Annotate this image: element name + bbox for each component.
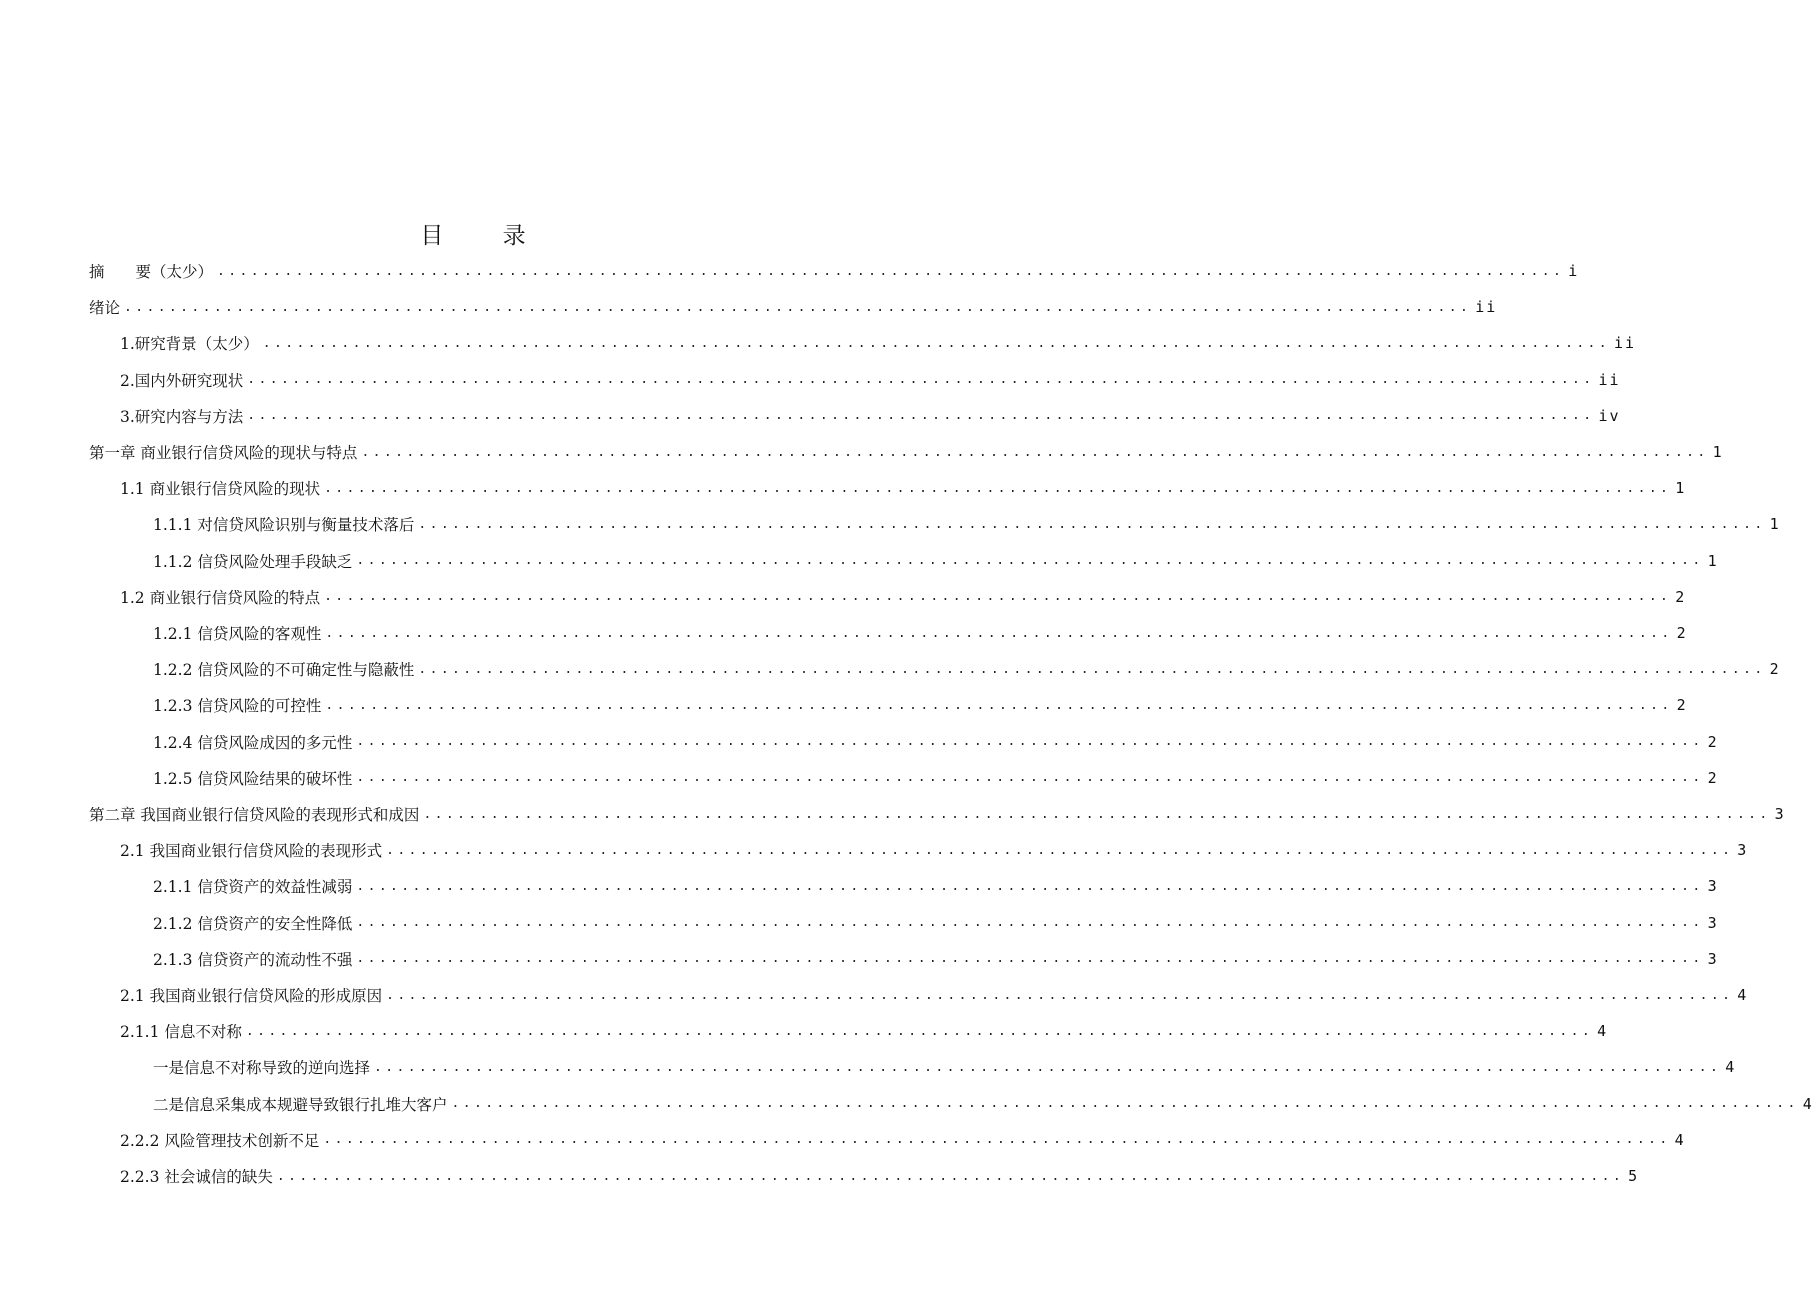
dot-leader: ........................................................................................................................ bbox=[356, 770, 1704, 786]
toc-entry-label: 2.1 我国商业银行信贷风险的表现形式 bbox=[120, 842, 383, 861]
toc-entry[interactable] bbox=[0, 292, 1498, 322]
toc-entry[interactable] bbox=[0, 1089, 1814, 1119]
toc-entry-label: 1.1.2 信贷风险处理手段缺乏 bbox=[153, 552, 353, 571]
toc-page-number: 3 bbox=[1707, 949, 1719, 968]
toc-entry[interactable] bbox=[0, 1125, 1686, 1155]
toc-title: 目 录 bbox=[420, 223, 552, 250]
toc-entry[interactable] bbox=[0, 401, 1621, 431]
dot-leader: ........................................................................................................................ bbox=[124, 299, 1472, 315]
toc-entry[interactable] bbox=[0, 871, 1719, 901]
toc-entry-label: 1.1 商业银行信贷风险的现状 bbox=[120, 480, 321, 499]
toc-page-number: 1 bbox=[1675, 479, 1687, 498]
dot-leader: ........................................................................................................................ bbox=[323, 1132, 1671, 1148]
toc-entry[interactable] bbox=[0, 509, 1781, 539]
toc-entry[interactable] bbox=[0, 618, 1688, 648]
toc-entry-line bbox=[89, 799, 1786, 829]
toc-entry-line bbox=[120, 365, 1621, 395]
toc-entry[interactable] bbox=[0, 763, 1719, 793]
toc-entry-label: 2.2.2 风险管理技术创新不足 bbox=[120, 1131, 320, 1150]
toc-entry-line bbox=[153, 509, 1781, 539]
toc-entry-label: 2.1.2 信贷资产的安全性降低 bbox=[153, 914, 353, 933]
toc-page-number: 4 bbox=[1725, 1058, 1737, 1077]
toc-entry[interactable] bbox=[0, 799, 1786, 829]
dot-leader: ........................................................................................................................ bbox=[325, 625, 1673, 641]
toc-entry-line bbox=[89, 292, 1498, 322]
toc-page-number: 2 bbox=[1675, 587, 1687, 606]
toc-entry-line bbox=[120, 1016, 1609, 1046]
dot-leader: ........................................................................................................................ bbox=[356, 951, 1704, 967]
toc-page-number: 2 bbox=[1769, 660, 1781, 679]
toc-entry-line bbox=[153, 944, 1719, 974]
toc-entry-label: 3.研究内容与方法 bbox=[120, 407, 244, 426]
toc-entry[interactable] bbox=[0, 365, 1621, 395]
toc-entry-label: 1.2.2 信贷风险的不可确定性与隐蔽性 bbox=[153, 661, 415, 680]
toc-entry-line bbox=[89, 437, 1724, 467]
toc-entry[interactable] bbox=[0, 1052, 1737, 1082]
toc-entry[interactable] bbox=[0, 328, 1637, 358]
toc-entry[interactable] bbox=[0, 835, 1749, 865]
dot-leader: ........................................................................................................................ bbox=[418, 516, 1766, 532]
toc-page-number: iv bbox=[1598, 406, 1621, 425]
toc-page-number: 2 bbox=[1707, 732, 1719, 751]
toc-entry-label: 一是信息不对称导致的逆向选择 bbox=[153, 1059, 371, 1078]
toc-entry-line bbox=[153, 654, 1781, 684]
toc-entry-line bbox=[153, 763, 1719, 793]
toc-entry[interactable] bbox=[0, 727, 1719, 757]
toc-page-number: 4 bbox=[1737, 986, 1749, 1004]
toc-entry-line bbox=[120, 980, 1749, 1010]
toc-page-number: 4 bbox=[1597, 1022, 1609, 1041]
dot-leader: ........................................................................................................................ bbox=[356, 878, 1704, 894]
toc-page-number: i bbox=[1568, 262, 1580, 280]
toc-entry-label: 2.1.1 信贷资产的效益性减弱 bbox=[153, 878, 353, 897]
toc-entry[interactable] bbox=[0, 1161, 1640, 1191]
toc-page-number: ii bbox=[1475, 298, 1498, 317]
dot-leader: ........................................................................................................................ bbox=[418, 661, 1766, 677]
dot-leader: ........................................................................................................................ bbox=[324, 589, 1672, 605]
toc-entry-label: 第二章 我国商业银行信贷风险的表现形式和成因 bbox=[89, 806, 420, 824]
toc-page-number: 3 bbox=[1707, 913, 1719, 932]
toc-entry-label: 2.1.1 信息不对称 bbox=[120, 1023, 242, 1042]
toc-entry-line bbox=[120, 401, 1621, 431]
toc-entry-label: 1.2.1 信贷风险的客观性 bbox=[153, 625, 322, 643]
toc-page-number: ii bbox=[1614, 334, 1637, 353]
dot-leader: ........................................................................................................................ bbox=[356, 915, 1704, 931]
toc-entry-label: 2.1 我国商业银行信贷风险的形成原因 bbox=[120, 987, 383, 1005]
toc-entry-label: 第一章 商业银行信贷风险的现状与特点 bbox=[89, 444, 358, 462]
toc-entry[interactable] bbox=[0, 908, 1719, 938]
dot-leader: ........................................................................................................................ bbox=[325, 697, 1673, 713]
toc-entry-label: 2.国内外研究现状 bbox=[120, 371, 244, 390]
toc-entry[interactable] bbox=[0, 582, 1687, 612]
toc-entry-label: 1.2.5 信贷风险结果的破坏性 bbox=[153, 769, 353, 788]
toc-entry-label: 绪论 bbox=[89, 299, 121, 318]
dot-leader: ........................................................................................................................ bbox=[423, 806, 1771, 822]
toc-entry-label: 1.1.1 对信贷风险识别与衡量技术落后 bbox=[153, 516, 415, 535]
toc-entry-label: 1.2.3 信贷风险的可控性 bbox=[153, 697, 322, 716]
dot-leader: ........................................................................................................................ bbox=[245, 1023, 1594, 1039]
toc-page-number: ii bbox=[1598, 370, 1621, 389]
toc-entry[interactable] bbox=[0, 546, 1719, 576]
toc-entry-line bbox=[153, 908, 1719, 938]
toc-page-number: 2 bbox=[1676, 696, 1688, 715]
toc-entry-line bbox=[120, 328, 1637, 358]
dot-leader: ........................................................................................................................ bbox=[247, 408, 1595, 424]
toc-entry-line bbox=[89, 256, 1580, 286]
dot-leader: ........................................................................................................................ bbox=[451, 1096, 1799, 1112]
toc-entry[interactable] bbox=[0, 654, 1781, 684]
dot-leader: ........................................................................................................................ bbox=[356, 734, 1704, 750]
toc-entry-line bbox=[153, 1052, 1737, 1082]
toc-page-number: 4 bbox=[1802, 1094, 1814, 1113]
toc-page-number: 2 bbox=[1707, 768, 1719, 787]
toc-entry-line bbox=[153, 690, 1688, 720]
toc-page-number: 1 bbox=[1712, 443, 1724, 461]
toc-entry-line bbox=[120, 582, 1687, 612]
toc-entry-line bbox=[153, 1089, 1814, 1119]
dot-leader: ........................................................................................................................ bbox=[276, 1168, 1625, 1184]
toc-entry-label: 1.研究背景（太少） bbox=[120, 335, 259, 354]
dot-leader: ........................................................................................................................ bbox=[247, 372, 1595, 388]
toc-entry-line bbox=[120, 835, 1749, 865]
toc-page-number: 1 bbox=[1769, 515, 1781, 534]
toc-entry-label: 2.1.3 信贷资产的流动性不强 bbox=[153, 950, 353, 969]
dot-leader: ........................................................................................................................ bbox=[324, 480, 1672, 496]
toc-entry[interactable] bbox=[0, 980, 1749, 1010]
toc-entry-line bbox=[153, 618, 1688, 648]
dot-leader: ........................................................................................................................ bbox=[217, 263, 1565, 279]
dot-leader: ........................................................................................................................ bbox=[386, 842, 1734, 858]
dot-leader: ........................................................................................................................ bbox=[386, 987, 1734, 1003]
dot-leader: ........................................................................................................................ bbox=[356, 553, 1704, 569]
toc-entry-line bbox=[120, 1125, 1686, 1155]
toc-entry[interactable] bbox=[0, 944, 1719, 974]
toc-page-number: 4 bbox=[1674, 1130, 1686, 1149]
toc-page-number: 2 bbox=[1676, 624, 1688, 642]
toc-entry[interactable] bbox=[0, 437, 1724, 467]
toc-page-number: 3 bbox=[1737, 841, 1749, 860]
toc-entry-label: 摘 要（太少） bbox=[89, 263, 214, 281]
toc-entry-line bbox=[153, 871, 1719, 901]
toc-entry-label: 2.2.3 社会诚信的缺失 bbox=[120, 1168, 273, 1186]
toc-entry-line bbox=[120, 473, 1687, 503]
toc-entry-line bbox=[153, 727, 1719, 757]
dot-leader: ........................................................................................................................ bbox=[262, 335, 1610, 351]
dot-leader: ........................................................................................................................ bbox=[374, 1059, 1722, 1075]
toc-page-number: 5 bbox=[1628, 1167, 1640, 1185]
toc-entry[interactable] bbox=[0, 1016, 1609, 1046]
toc-entry[interactable] bbox=[0, 256, 1580, 286]
toc-entry-line bbox=[153, 546, 1719, 576]
toc-page-number: 1 bbox=[1707, 551, 1719, 570]
toc-entry[interactable] bbox=[0, 690, 1688, 720]
toc-entry-line bbox=[120, 1161, 1640, 1191]
toc-entry-label: 1.2.4 信贷风险成因的多元性 bbox=[153, 733, 353, 752]
toc-entry[interactable] bbox=[0, 473, 1687, 503]
dot-leader: ........................................................................................................................ bbox=[361, 444, 1709, 460]
toc-page-number: 3 bbox=[1707, 877, 1719, 896]
toc-page-number: 3 bbox=[1774, 805, 1786, 823]
toc-entry-label: 1.2 商业银行信贷风险的特点 bbox=[120, 588, 321, 607]
toc-entry-label: 二是信息采集成本规避导致银行扎堆大客户 bbox=[153, 1095, 448, 1114]
